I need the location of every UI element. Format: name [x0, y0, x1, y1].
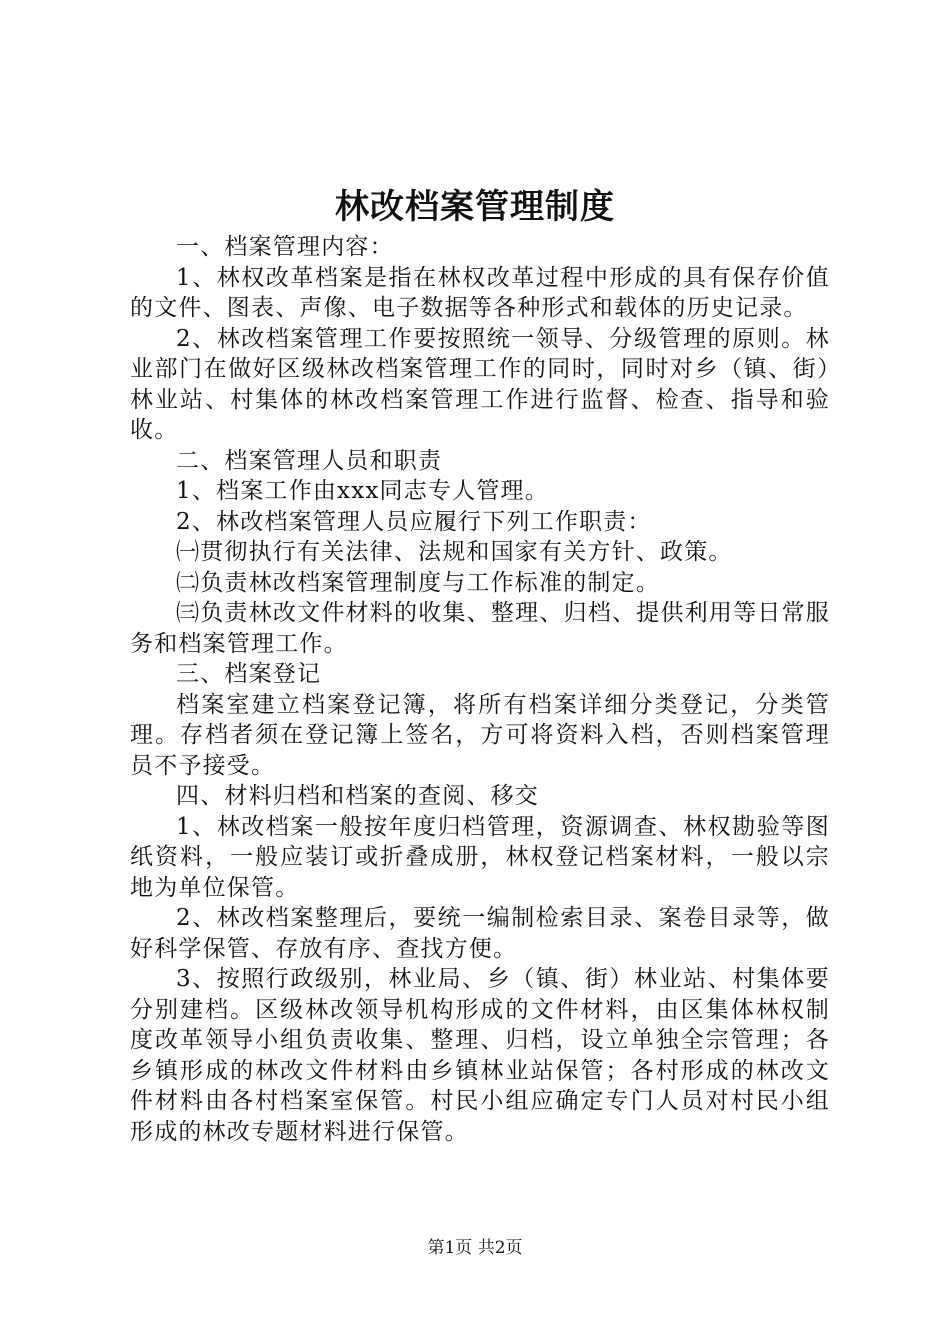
section-heading-4: 四、材料归档和档案的查阅、移交	[176, 783, 539, 809]
section-heading-2: 二、档案管理人员和职责	[176, 447, 443, 474]
list-item: ㈢负责林改文件材料的收集、整理、归档、提供利用等日常服务和档案管理工作。	[130, 600, 830, 657]
paragraph: 2、林改档案管理人员应履行下列工作职责：	[176, 508, 652, 535]
paragraph: 1、林改档案一般按年度归档管理，资源调查、林权勘验等图纸资料，一般应装订或折叠成册，林权登记档案材料，一般以宗地为单位保管。	[130, 813, 830, 901]
paragraph: 3、按照行政级别，林业局、乡（镇、街）林业站、村集体要分别建档。区级林改领导机构形成的文件材料，由区集体林权制度改革领导小组负责收集、整理、归档，设立单独全宗管理；各乡镇形成的林改文件材料由乡镇林业站保管；各村形成的林改文件材料由各村档案室保管。村民小组应确定专门人员对村民小组形成的林改专题材料进行保管。	[130, 966, 830, 1145]
section-heading-3: 三、档案登记	[176, 661, 322, 687]
list-item: ㈠贯彻执行有关法律、法规和国家有关方针、政策。	[176, 539, 733, 565]
page-title: 林改档案管理制度	[335, 187, 615, 227]
paragraph: 2、林改档案整理后，要统一编制检索目录、案卷目录等，做好科学保管、存放有序、查找方便。	[130, 905, 830, 962]
page-footer: 第1页 共2页	[427, 1238, 523, 1258]
section-heading-1: 一、档案管理内容：	[176, 234, 394, 260]
list-item: ㈡负责林改档案管理制度与工作标准的制定。	[176, 569, 660, 596]
paragraph: 档案室建立档案登记簿，将所有档案详细分类登记，分类管理。存档者须在登记簿上签名，方可将资料入档，否则档案管理员不予接受。	[130, 691, 830, 779]
document-body	[130, 232, 830, 1147]
paragraph: 1、档案工作由xxx同志专人管理。	[176, 478, 549, 504]
paragraph: 2、林改档案管理工作要按照统一领导、分级管理的原则。林业部门在做好区级林改档案管理工作的同时，同时对乡（镇、街）林业站、村集体的林改档案管理工作进行监督、检查、指导和验收。	[130, 325, 830, 443]
paragraph: 1、林权改革档案是指在林权改革过程中形成的具有保存价值的文件、图表、声像、电子数据等各种形式和载体的历史记录。	[130, 264, 830, 321]
